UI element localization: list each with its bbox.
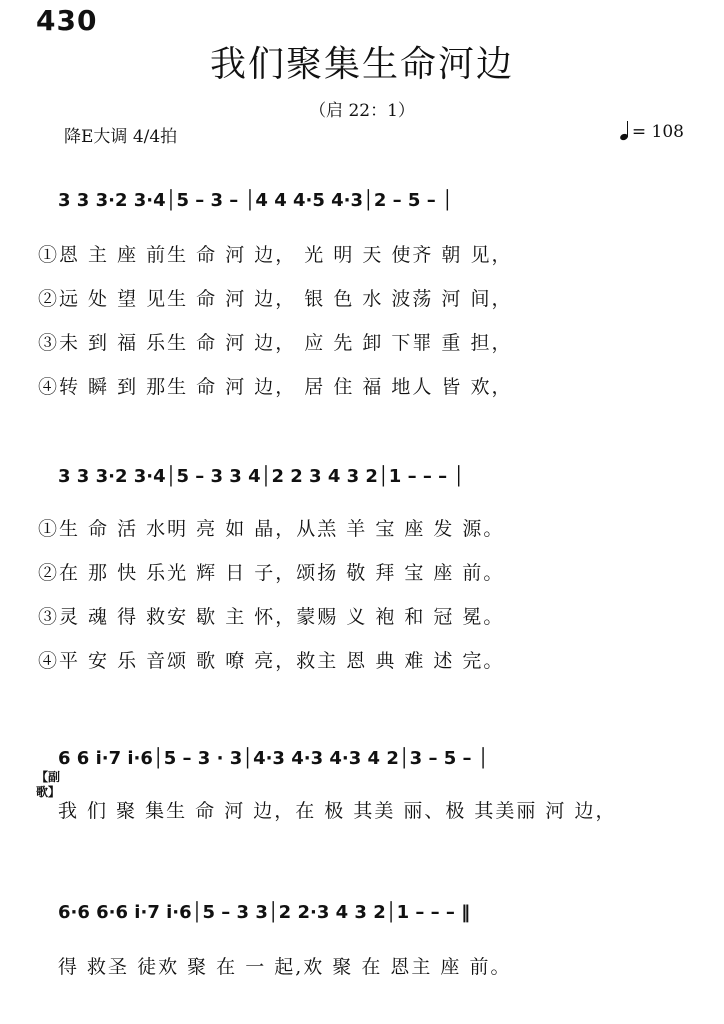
lyric-line-4-1: 得 救圣 徒欢 聚 在 一 起,欢 聚 在 恩主 座 前。 [58,956,512,978]
notation-line-4: 6·6 6·6 i·7 i·6│5 – 3 3│2 2·3 4 3 2│1 – – – ‖ [58,902,471,923]
lyric-line-2-3: ③灵 魂 得 救安 歇 主 怀，蒙赐 义 袍 和 冠 冕。 [38,606,505,628]
scripture-reference: （启 22：1） [309,101,415,121]
quarter-note-icon [620,122,628,140]
lyric-line-1-1: ①恩 主 座 前生 命 河 边， 光 明 天 使齐 朝 见， [38,244,513,266]
lyric-line-2-4: ④平 安 乐 音颂 歌 嘹 亮，救主 恩 典 难 述 完。 [38,650,505,672]
tempo-value: = 108 [631,122,684,142]
lyric-line-2-2: ②在 那 快 乐光 辉 日 子，颂扬 敬 拜 宝 座 前。 [38,562,505,584]
lyric-line-1-4: ④转 瞬 到 那生 命 河 边， 居 住 福 地人 皆 欢， [38,376,513,398]
page-title: 我们聚集生命河边 [209,44,514,85]
lyric-line-3-1: 我 们 聚 集生 命 河 边，在 极 其美 丽、极 其美丽 河 边， [58,800,617,822]
notation-line-2: 3 3 3·2 3·4│5 – 3 3 4│2 2 3 4 3 2│1 – – – │ [58,466,465,487]
key-signature: 降E大调 4/4拍 [64,127,178,147]
lyric-line-2-1: ①生 命 活 水明 亮 如 晶，从羔 羊 宝 座 发 源。 [38,518,505,540]
notation-line-3: 6 6 i·7 i·6│5 – 3 · 3│4·3 4·3 4·3 4 2│3 – 5 – │ [58,748,489,769]
hymn-number: 430 [36,4,98,37]
lyric-line-1-2: ②远 处 望 见生 命 河 边， 银 色 水 波荡 河 间， [38,288,513,310]
lyric-line-1-3: ③未 到 福 乐生 命 河 边， 应 先 卸 下罪 重 担， [38,332,513,354]
tempo-marking [620,122,684,142]
refrain-label: 【副歌】 [36,770,61,799]
notation-line-1: 3 3 3·2 3·4│5 – 3 – │4 4 4·5 4·3│2 – 5 – │ [58,190,453,211]
